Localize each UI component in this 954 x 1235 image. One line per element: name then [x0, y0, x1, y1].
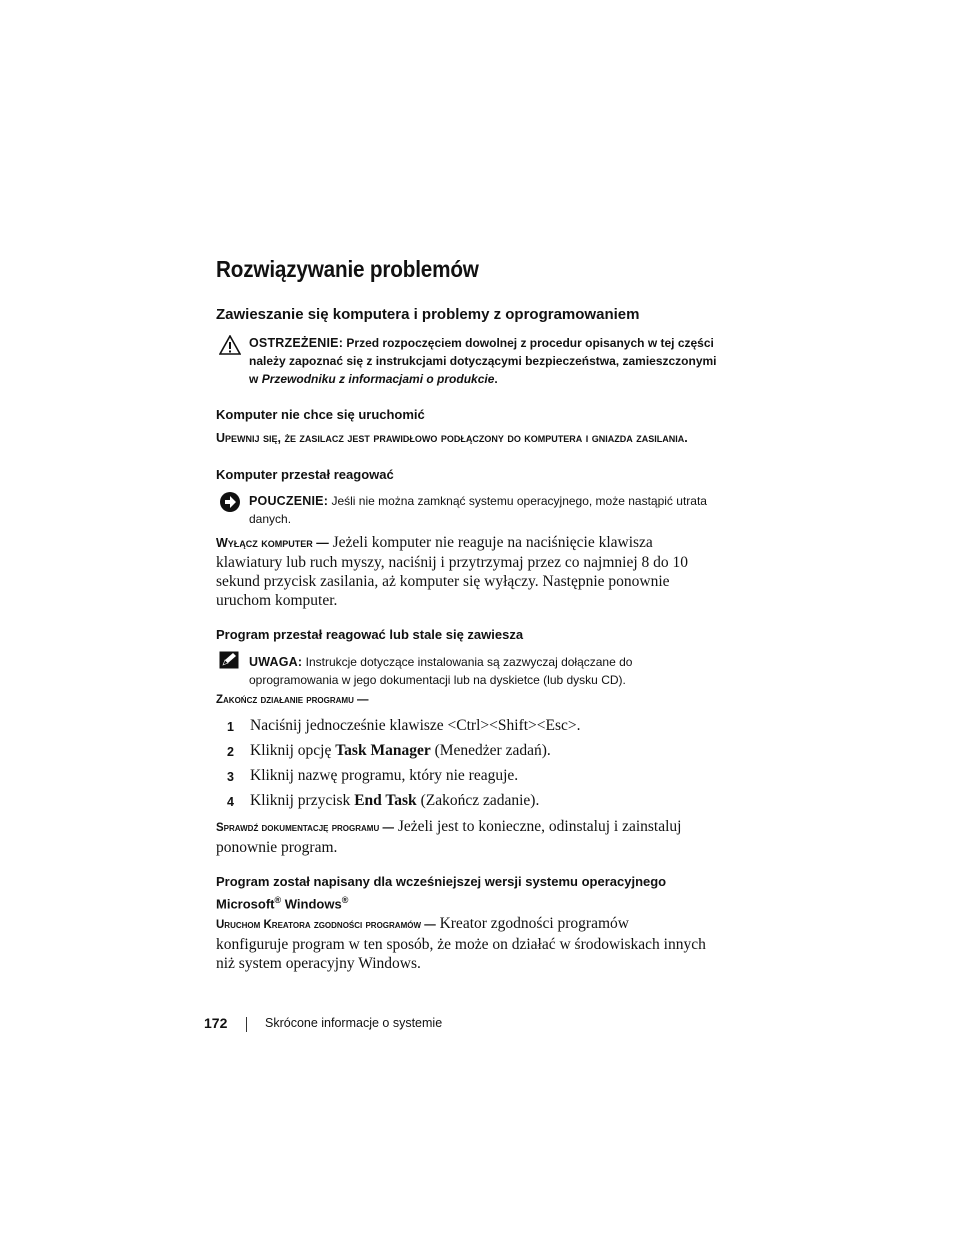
- action-label: Wyłącz komputer —: [216, 536, 329, 550]
- subsection-heading-legacy-program: [216, 873, 666, 913]
- end-program-label: Zakończ działanie programu —: [216, 694, 369, 706]
- section-heading: Zawieszanie się komputera i problemy z oprogramowaniem: [216, 306, 640, 323]
- instruction-check-power: Upewnij się, że zasilacz jest prawidłowo podłączony do komputera i gniazda zasilania.: [216, 431, 688, 445]
- step-text-part: Naciśnij jednocześnie klawisze <Ctrl><Shift><Esc>.: [250, 717, 581, 734]
- check-docs-paragraph: [216, 817, 736, 857]
- paragraph-line: uruchom komputer.: [216, 592, 338, 609]
- page-title: Rozwiązywanie problemów: [216, 256, 479, 282]
- paragraph-line: niż system operacyjny Windows.: [216, 955, 421, 972]
- punctuation: .: [494, 372, 498, 386]
- step-text: [250, 792, 539, 810]
- step-number: 4: [227, 795, 234, 809]
- paragraph-line: Jeżeli jest to konieczne, odinstaluj i zainstaluj: [397, 818, 682, 835]
- paragraph-line: konfiguruje program w ten sposób, że może on działać w środowiskach innych: [216, 936, 706, 953]
- paragraph-line: Jeżeli komputer nie reaguje na naciśnięcie klawisza: [332, 534, 653, 551]
- registered-mark: ®: [341, 895, 349, 905]
- power-off-paragraph: [216, 533, 736, 610]
- note-text: [249, 653, 719, 689]
- footer-doc-title: Skrócone informacje o systemie: [265, 1016, 443, 1030]
- notice-label: POUCZENIE:: [249, 494, 329, 508]
- step-number: 3: [227, 770, 234, 784]
- ui-element-name: End Task: [354, 792, 417, 809]
- footer-divider: [246, 1017, 247, 1032]
- warning-line: Przed rozpoczęciem dowolnej z procedur opisanych w tej części: [346, 336, 714, 350]
- notice-text: [249, 492, 719, 528]
- heading-part: Microsoft: [216, 896, 275, 912]
- step-text-part: Kliknij przycisk: [250, 792, 355, 809]
- subsection-heading-program-hangs: Program przestał reagować lub stale się zawiesza: [216, 627, 524, 642]
- ui-element-name: Task Manager: [335, 742, 431, 759]
- note-line: oprogramowania w jego dokumentacji lub na dyskietce (lub dysku CD).: [249, 673, 626, 687]
- paragraph-line: ponownie program.: [216, 839, 338, 856]
- guide-reference: Przewodniku z informacjami o produkcie: [261, 372, 495, 386]
- action-label: Uruchom Kreatora zgodności programów —: [216, 919, 436, 931]
- subsection-heading-not-responding: Komputer przestał reagować: [216, 467, 394, 482]
- warning-line: należy zapoznać się z instrukcjami dotyczącymi bezpieczeństwa, zamieszczonymi: [249, 354, 717, 368]
- step-text-part: Kliknij opcję: [250, 742, 336, 759]
- step-text-part: (Zakończ zadanie).: [416, 792, 540, 809]
- warning-label: OSTRZEŻENIE:: [249, 336, 344, 350]
- warning-triangle-icon: [219, 335, 241, 355]
- note-line: Instrukcje dotyczące instalowania są zazwyczaj dołączane do: [305, 655, 633, 669]
- step-text: [250, 767, 518, 785]
- paragraph-line: klawiatury lub ruch myszy, naciśnij i przytrzymaj przez co najmniej 8 do 10: [216, 554, 689, 571]
- step-number: 1: [227, 720, 234, 734]
- heading-part: Windows: [281, 896, 342, 912]
- notice-line: danych.: [249, 512, 292, 526]
- notice-line: Jeśli nie można zamknąć systemu operacyjnego, może nastąpić utrata: [331, 494, 707, 508]
- step-text-part: (Menedżer zadań).: [430, 742, 551, 759]
- notice-arrow-icon: [219, 491, 241, 513]
- subsection-heading-no-start: Komputer nie chce się uruchomić: [216, 407, 425, 422]
- compat-wizard-paragraph: [216, 914, 736, 973]
- action-label: Sprawdź dokumentację programu —: [216, 822, 394, 834]
- paragraph-line: Kreator zgodności programów: [439, 915, 629, 932]
- step-number: 2: [227, 745, 234, 759]
- heading-line: Program został napisany dla wcześniejszej wersji systemu operacyjnego: [216, 874, 667, 889]
- warning-text: [249, 334, 729, 388]
- step-text: [250, 717, 581, 735]
- step-text: [250, 742, 551, 760]
- warning-line: w: [249, 372, 259, 386]
- note-pencil-icon: [219, 651, 239, 669]
- registered-mark: ®: [274, 895, 282, 905]
- step-text-part: Kliknij nazwę programu, który nie reaguje.: [250, 767, 519, 784]
- paragraph-line: sekund przycisk zasilania, aż komputer się wyłączy. Następnie ponownie: [216, 573, 670, 590]
- page-number: 172: [204, 1015, 228, 1031]
- note-label: UWAGA:: [249, 655, 303, 669]
